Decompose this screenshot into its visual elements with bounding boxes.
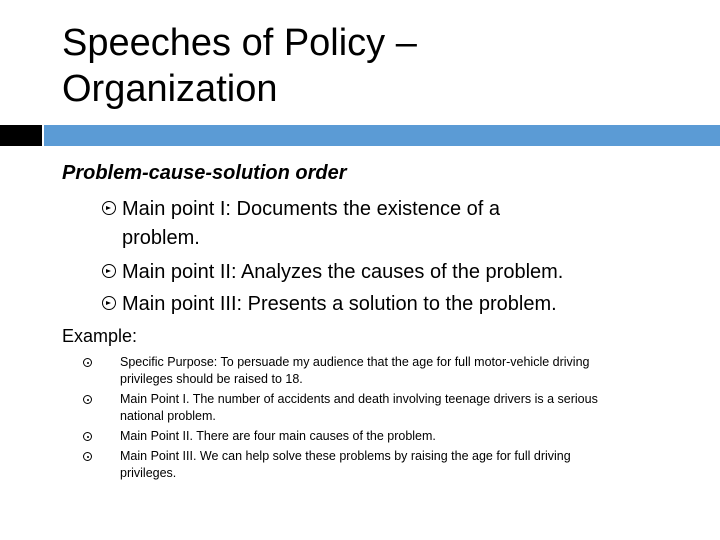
circled-dot-icon — [83, 452, 92, 461]
section-heading: Problem-cause-solution order — [62, 162, 347, 184]
title-line-1: Speeches of Policy – — [62, 22, 417, 64]
example-item-2-line-1: Main Point I. The number of accidents and death involving teenage drivers is a serious — [120, 392, 598, 406]
example-item-1-text — [120, 354, 660, 387]
main-point-3-text — [122, 290, 557, 319]
example-item-3-line-1: Main Point II. There are four main causes of the problem. — [120, 429, 436, 443]
example-label: Example: — [62, 326, 138, 346]
example-item-3-text — [120, 428, 660, 445]
example-item-1-line-1: Specific Purpose: To persuade my audience that the age for full motor-vehicle driving — [120, 355, 590, 369]
example-item-4-line-1: Main Point III. We can help solve these problems by raising the age for full driving — [120, 449, 571, 463]
circled-arrow-icon — [102, 264, 116, 278]
title-divider-dark-bar — [0, 125, 42, 146]
slide-title — [62, 20, 702, 112]
main-point-3-line-1: Main point III: Presents a solution to the problem. — [122, 293, 557, 315]
main-point-1-text — [122, 195, 500, 253]
main-point-1-line-2: problem. — [122, 227, 200, 249]
example-item-4-line-2: privileges. — [120, 465, 177, 480]
circled-dot-icon — [83, 358, 92, 367]
circled-arrow-icon — [102, 201, 116, 215]
title-line-2: Organization — [62, 68, 278, 110]
main-point-2-text — [122, 258, 563, 287]
example-item-1-line-2: privileges should be raised to 18. — [120, 371, 303, 386]
circled-arrow-icon — [102, 296, 116, 310]
example-item-2-text — [120, 391, 660, 424]
main-point-2-line-1: Main point II: Analyzes the causes of the problem. — [122, 261, 564, 283]
circled-dot-icon — [83, 395, 92, 404]
main-point-1-line-1: Main point I: Documents the existence of a — [122, 198, 500, 220]
title-divider-accent-bar — [44, 125, 720, 146]
example-item-2-line-2: national problem. — [120, 408, 216, 423]
example-item-4-text — [120, 448, 660, 481]
circled-dot-icon — [83, 432, 92, 441]
